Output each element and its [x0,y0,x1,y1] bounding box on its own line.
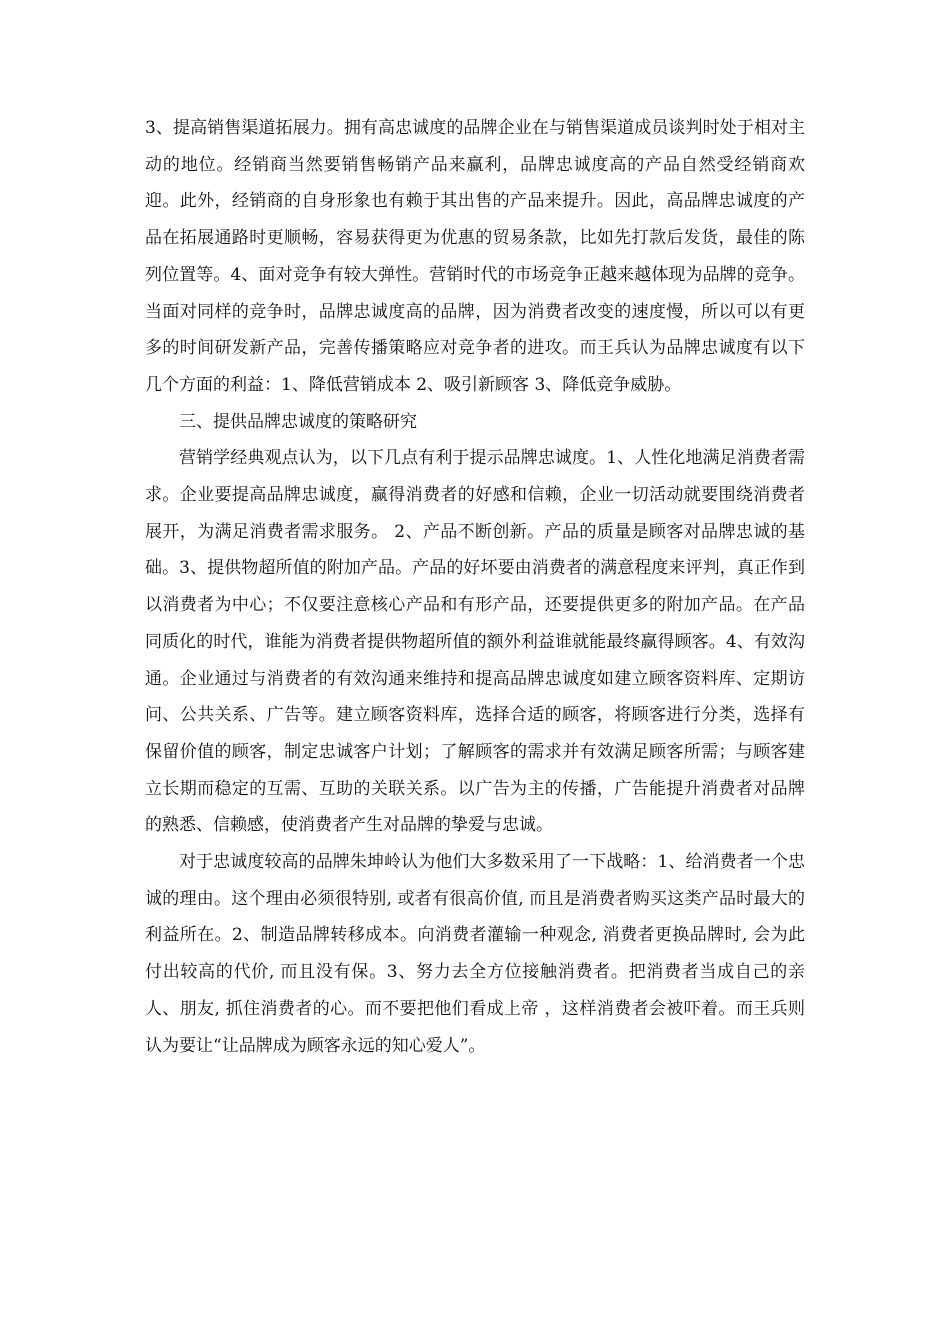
paragraph-high-loyalty-strategies: 对于忠诚度较高的品牌朱坤岭认为他们大多数采用了一下战略：1、给消费者一个忠诚的理由。这个理由必须很特别, 或者有很高价值, 而且是消费者购买这类产品时最大的利益所在。2、制造品牌转移成本。向消费者灌输一种观念, 消费者更换品牌时, 会为此付出较高的代价, 而且没有保。3、努力去全方位接触消费者。把消费者当成自己的亲人、朋友, 抓住消费者的心。而不要把他们看成上帝 ，这样消费者会被吓着。而王兵则认为要让“让品牌成为顾客永远的知心爱人”。 [145,852,805,1056]
paragraph-classic-view: 营销学经典观点认为，以下几点有利于提示品牌忠诚度。1、人性化地满足消费者需求。企业要提高品牌忠诚度，赢得消费者的好感和信赖，企业一切活动就要围绕消费者展开，为满足消费者需求服务。 2、产品不断创新。产品的质量是顾客对品牌忠诚的基础。3、提供物超所值的附加产品。产品的好坏要由消费者的满意程度来评判，真正作到以消费者为中心；不仅要注意核心产品和有形产品，还要提供更多的附加产品。在产品同质化的时代，谁能为消费者提供物超所值的额外利益谁就能最终赢得顾客。4、有效沟通。企业通过与消费者的有效沟通来维持和提高品牌忠诚度如建立顾客资料库、定期访问、公共关系、广告等。建立顾客资料库，选择合适的顾客，将顾客进行分类，选择有保留价值的顾客，制定忠诚客户计划；了解顾客的需求并有效满足顾客所需；与顾客建立长期而稳定的互需、互助的关联关系。以广告为主的传播，广告能提升消费者对品牌的熟悉、信赖感，使消费者产生对品牌的挚爱与忠诚。 [145,448,805,836]
document-page [145,110,805,1064]
paragraph-channel-expansion: 3、提高销售渠道拓展力。拥有高忠诚度的品牌企业在与销售渠道成员谈判时处于相对主动的地位。经销商当然要销售畅销产品来赢利，品牌忠诚度高的产品自然受经销商欢迎。此外，经销商的自身形象也有赖于其出售的产品来提升。因此，高品牌忠诚度的产品在拓展通路时更顺畅，容易获得更为优惠的贸易条款，比如先打款后发货，最佳的陈列位置等。4、面对竞争有较大弹性。营销时代的市场竞争正越来越体现为品牌的竞争。当面对同样的竞争时，品牌忠诚度高的品牌，因为消费者改变的速度慢，所以可以有更多的时间研发新产品，完善传播策略应对竞争者的进攻。而王兵认为品牌忠诚度有以下几个方面的利益：1、降低营销成本 2、吸引新顾客 3、降低竞争威胁。 [145,118,805,395]
section-heading-strategy: 三、提供品牌忠诚度的策略研究 [179,411,417,432]
